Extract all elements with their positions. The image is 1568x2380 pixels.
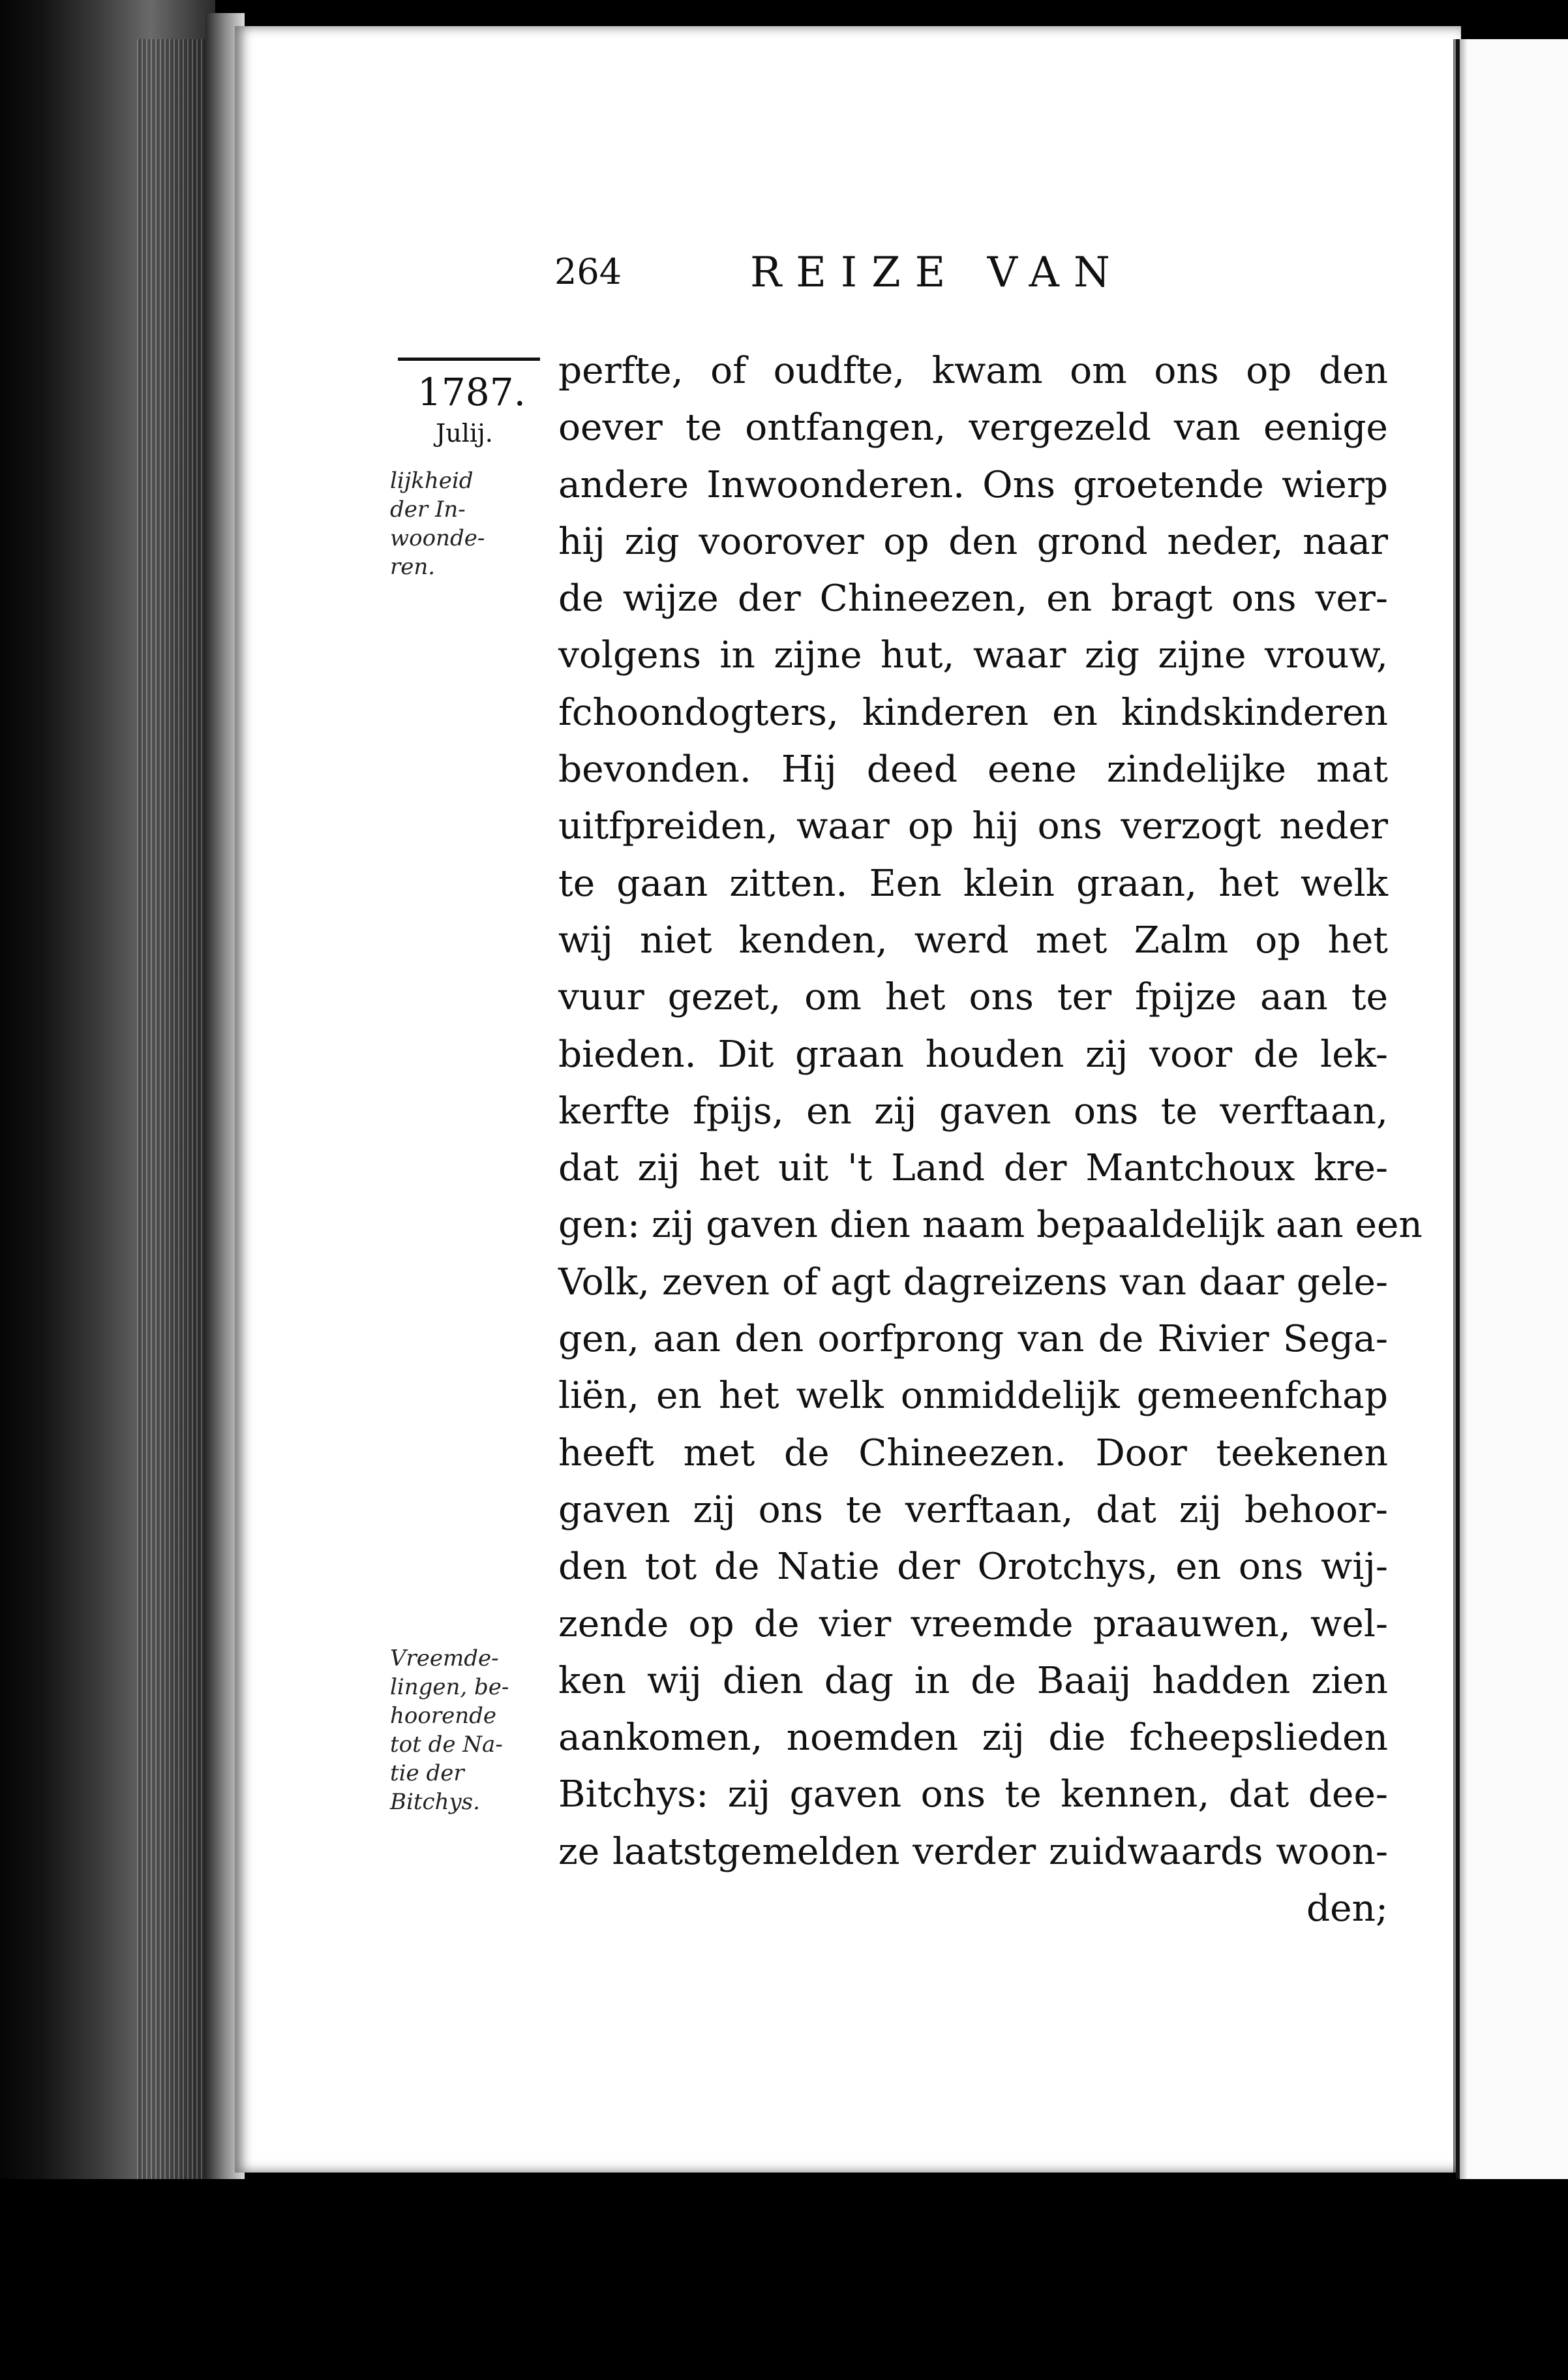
margin-month: Julij. xyxy=(436,419,493,448)
book-edge xyxy=(0,0,215,2380)
text-line: de wijze der Chineezen, en bragt ons ver- xyxy=(558,577,1388,620)
margin-note-line: Vreemde- xyxy=(390,1645,499,1671)
margin-note-line: tot de Na- xyxy=(390,1732,503,1758)
margin-note-line: lijkheid xyxy=(390,468,474,494)
body-text xyxy=(558,343,1423,1937)
page-number: 264 xyxy=(554,251,622,292)
text-line: bieden. Dit graan houden zij voor de lek- xyxy=(558,1033,1388,1076)
text-line: Volk, zeven of agt dagreizens van daar gele- xyxy=(558,1260,1388,1304)
text-line: gen, aan den oorfprong van de Rivier Sega- xyxy=(558,1318,1388,1361)
text-line: zende op de vier vreemde praauwen, wel- xyxy=(558,1602,1388,1645)
text-line: te gaan zitten. Een klein graan, het welk xyxy=(558,862,1388,905)
text-line: oever te ontfangen, vergezeld van eenige xyxy=(558,406,1388,450)
text-line: ken wij dien dag in de Baaij hadden zien xyxy=(558,1659,1388,1702)
margin-note-line: lingen, be- xyxy=(390,1674,509,1700)
margin-note-line: hoorende xyxy=(390,1703,496,1729)
catchword: den; xyxy=(1306,1887,1388,1930)
margin-note-bitchys xyxy=(390,1644,534,1816)
text-line: perfte, of oudfte, kwam om ons op den xyxy=(558,350,1388,392)
text-line: den tot de Natie der Orotchys, en ons wij- xyxy=(558,1546,1388,1589)
text-line: Bitchys: zij gaven ons te kennen, dat dee- xyxy=(558,1773,1388,1816)
text-line: fchoondogters, kinderen en kindskinderen xyxy=(558,691,1388,734)
text-line: kerfte fpijs, en zij gaven ons te verftaan, xyxy=(558,1090,1388,1133)
text-line: aankomen, noemden zij die fcheepslieden xyxy=(558,1716,1388,1760)
text-line: wij niet kenden, werd met Zalm op het xyxy=(558,919,1388,962)
page-header xyxy=(554,251,1402,310)
margin-note-line: der In- xyxy=(390,496,466,523)
text-line: liën, en het welk onmiddelijk gemeenfchap xyxy=(558,1375,1388,1418)
text-line: hij zig voorover op den grond neder, naar xyxy=(558,520,1388,563)
text-line: vuur gezet, om het ons ter fpijze aan te xyxy=(558,976,1388,1019)
margin-note-line: woonde- xyxy=(390,525,485,551)
text-line: uitfpreiden, waar op hij ons verzogt neder xyxy=(558,805,1388,848)
text-line: volgens in zijne hut, waar zig zijne vrouw, xyxy=(558,634,1388,677)
background xyxy=(0,2179,1568,2380)
text-line: gen: zij gaven dien naam bepaaldelijk aan een xyxy=(558,1204,1423,1247)
page-edges xyxy=(137,39,209,2192)
margin-note-line: tie der xyxy=(390,1760,464,1786)
gutter-shadow xyxy=(1453,39,1468,2186)
margin-note-line: ren. xyxy=(390,554,436,580)
margin-note-inhabitants xyxy=(390,466,534,581)
margin-note-line: Bitchys. xyxy=(390,1789,480,1815)
running-title: REIZE VAN xyxy=(750,249,1124,297)
text-line: heeft met de Chineezen. Door teekenen xyxy=(558,1431,1388,1474)
margin-year: 1787. xyxy=(417,370,526,414)
text-line: ze laatstgemelden verder zuidwaards woon- xyxy=(558,1830,1388,1873)
text-line: andere Inwoonderen. Ons groetende wierp xyxy=(558,463,1388,506)
facing-page-edge xyxy=(1456,39,1568,2186)
text-line: gaven zij ons te verftaan, dat zij behoor- xyxy=(558,1488,1388,1531)
margin-rule xyxy=(398,358,540,361)
text-line: dat zij het uit 't Land der Mantchoux kre- xyxy=(558,1147,1388,1190)
text-line: bevonden. Hij deed eene zindelijke mat xyxy=(558,748,1388,791)
